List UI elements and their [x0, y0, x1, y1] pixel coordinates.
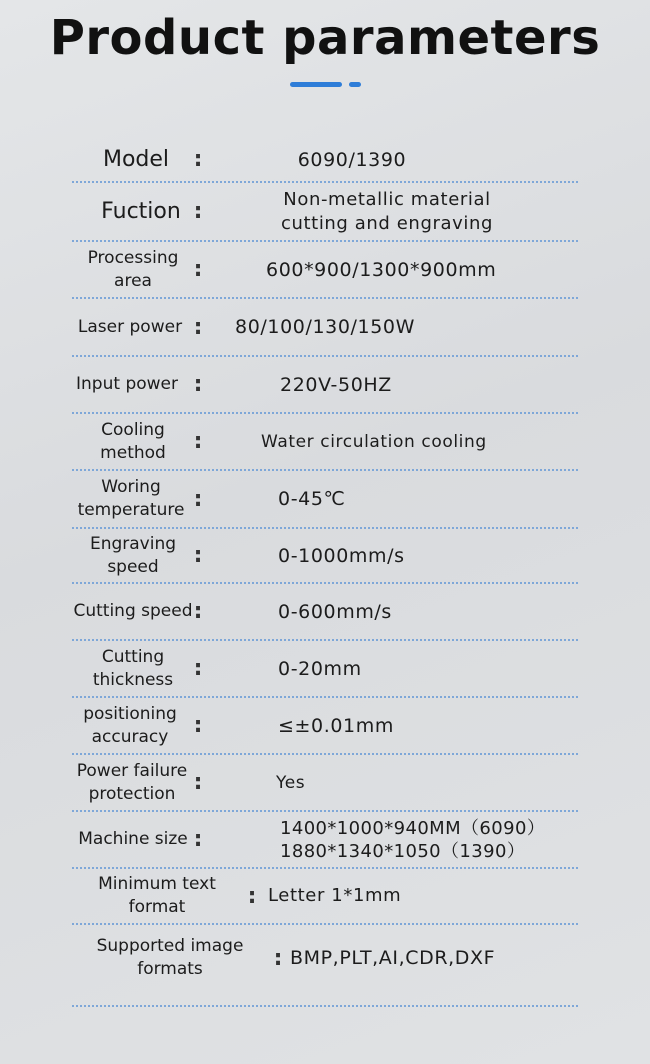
param-value: 0-600mm/s — [278, 600, 392, 623]
param-label: Model — [102, 147, 170, 172]
param-colon: : — [193, 543, 203, 568]
param-colon: : — [193, 713, 203, 738]
table-row — [72, 584, 578, 641]
param-value: Letter 1*1mm — [268, 885, 402, 906]
param-colon: : — [193, 257, 203, 282]
param-label: Cutting speed — [73, 601, 193, 621]
param-value: 0-20mm — [278, 657, 362, 680]
table-row — [72, 357, 578, 414]
param-value: ≤±0.01mm — [278, 714, 394, 737]
param-label: Cutting thickness — [92, 646, 174, 690]
table-row — [72, 183, 578, 242]
param-label: Input power — [76, 374, 178, 394]
param-label: Fuction — [101, 199, 181, 224]
table-row — [72, 299, 578, 357]
title-underline — [290, 82, 361, 87]
param-value: 220V-50HZ — [280, 373, 392, 396]
table-row — [72, 414, 578, 471]
table-row — [72, 812, 578, 869]
param-colon: : — [193, 827, 203, 852]
param-label: Woring temperature — [77, 477, 185, 520]
param-colon: : — [193, 656, 203, 681]
param-label: Processing area — [87, 247, 179, 291]
param-colon: : — [193, 599, 203, 624]
param-value: BMP,PLT,AI,CDR,DXF — [290, 947, 496, 969]
param-value: 6090/1390 — [297, 148, 407, 171]
param-colon: : — [273, 945, 283, 971]
param-label: positioning accuracy — [83, 703, 177, 747]
param-label: Supported image formats — [96, 936, 244, 979]
param-label: Engraving speed — [89, 533, 177, 577]
param-colon: : — [193, 770, 203, 795]
param-value: 80/100/130/150W — [235, 316, 415, 338]
parameters-table — [72, 138, 578, 1007]
param-label: Laser power — [77, 316, 183, 337]
table-row — [72, 471, 578, 529]
param-colon: : — [193, 314, 203, 340]
param-label: Cooling method — [100, 419, 166, 463]
page-title: Product parameters — [49, 10, 601, 66]
table-row — [72, 641, 578, 698]
underline-long — [290, 82, 342, 87]
param-colon: : — [193, 429, 203, 454]
table-row — [72, 755, 578, 812]
param-label: Minimum text format — [98, 874, 216, 917]
param-colon: : — [193, 199, 203, 224]
table-row — [72, 698, 578, 755]
param-value: 0-1000mm/s — [278, 544, 405, 567]
underline-short — [349, 82, 361, 87]
param-value: 600*900/1300*900mm — [266, 258, 497, 281]
param-value: Water circulation cooling — [261, 431, 487, 452]
param-label: Power failure protection — [76, 760, 188, 804]
param-value: 1400*1000*940MM（6090） 1880*1340*1050（1390） — [280, 817, 546, 862]
param-colon: : — [193, 486, 203, 512]
param-value: 0-45℃ — [278, 488, 346, 510]
param-value: Yes — [276, 772, 306, 793]
table-row — [72, 138, 578, 183]
table-row — [72, 529, 578, 584]
param-value: Non-metallic material cutting and engraving — [281, 188, 493, 234]
table-row — [72, 925, 578, 1007]
param-colon: : — [193, 372, 203, 397]
param-colon: : — [247, 883, 257, 909]
param-colon: : — [193, 147, 203, 172]
param-label: Machine size — [78, 829, 188, 849]
table-row — [72, 242, 578, 299]
